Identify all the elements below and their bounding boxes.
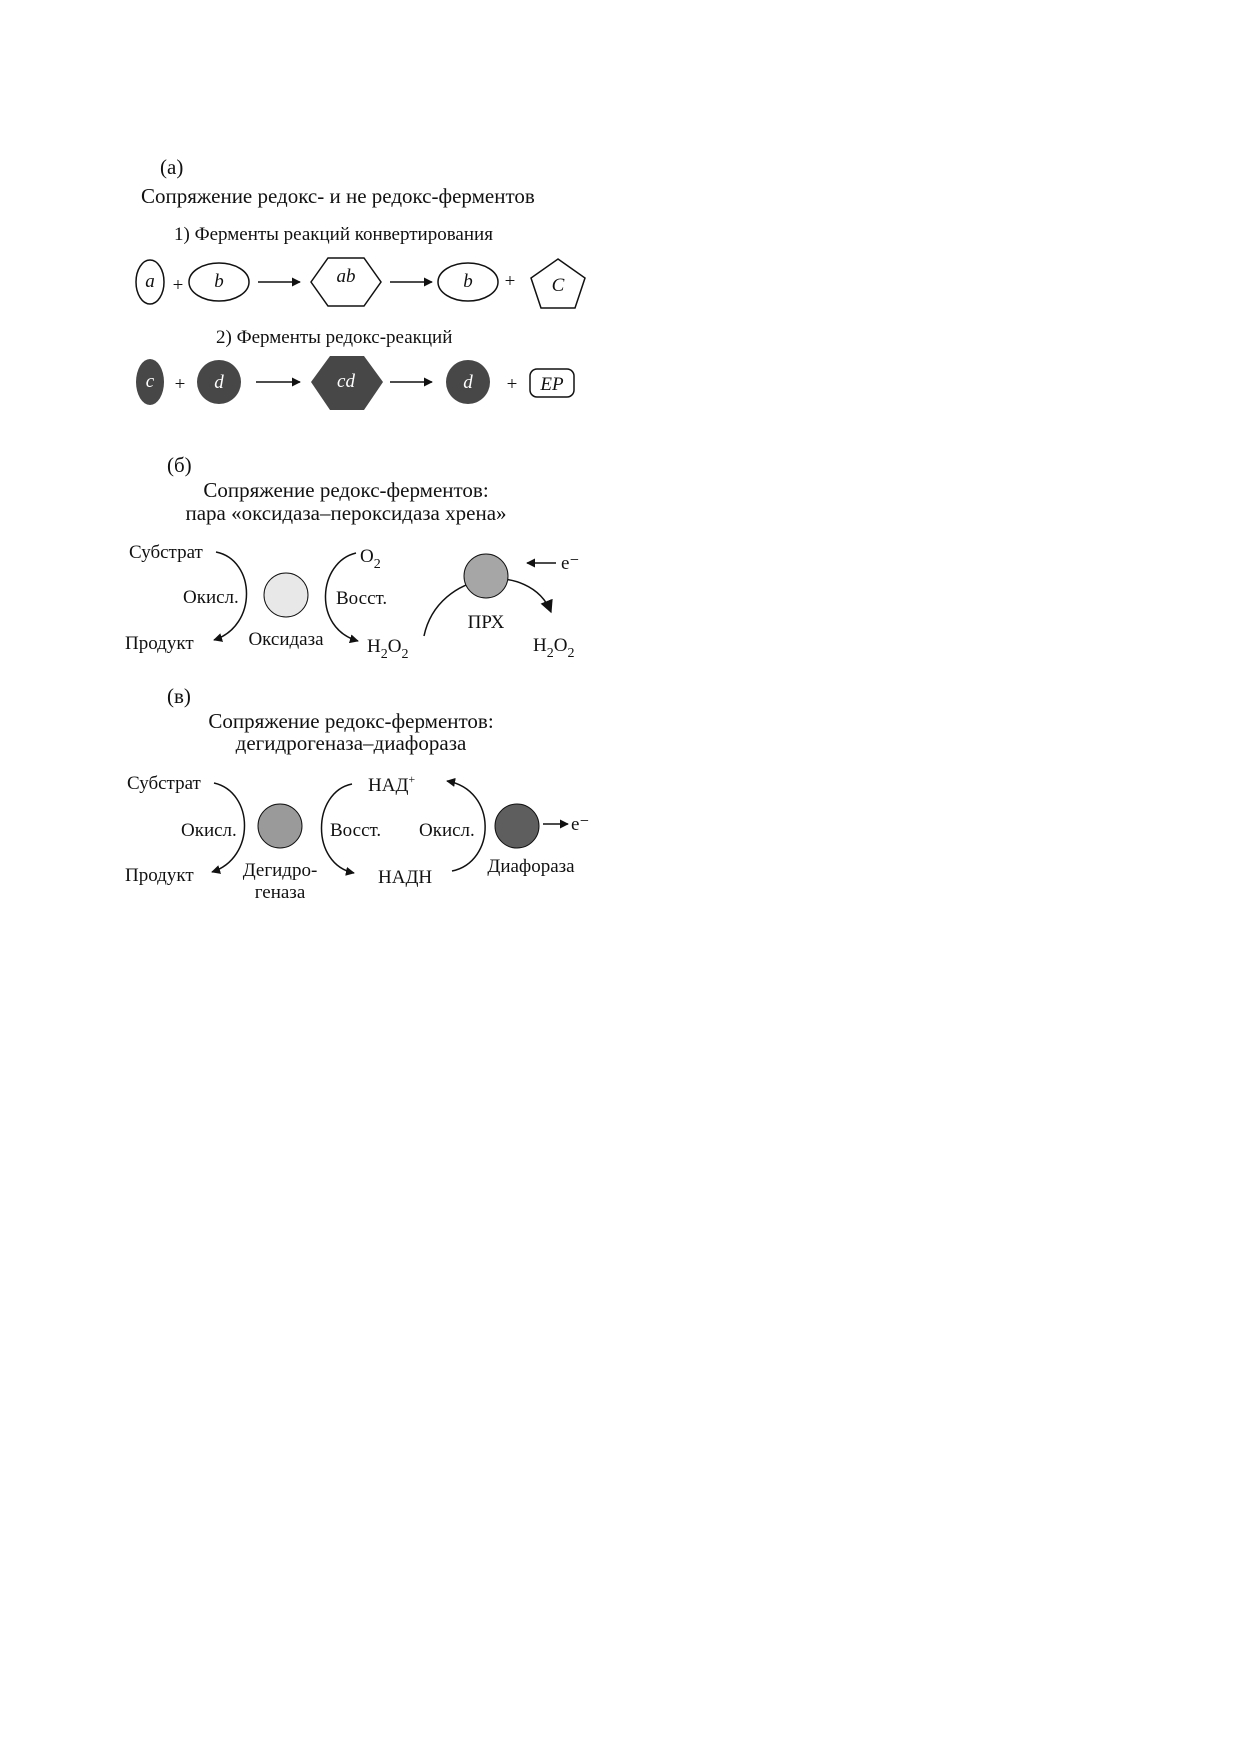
- panel-b-letter: (б): [167, 453, 192, 477]
- panel-b-title-line2: пара «оксидаза–пероксидаза хрена»: [185, 501, 507, 525]
- row2-caption: 2) Ферменты редокс-реакций: [216, 327, 453, 348]
- nad-superscript: +: [408, 772, 416, 786]
- enzyme-d-label: d: [214, 372, 224, 393]
- o2-subscript: 2: [373, 557, 381, 572]
- h2o2-h: H: [533, 635, 547, 656]
- oxidation-label: Окисл.: [181, 820, 237, 841]
- oxidase-circle: [264, 573, 308, 617]
- nad-plus-label: [368, 772, 415, 796]
- plus-sign: +: [174, 374, 186, 395]
- complex-cd-label: cd: [337, 371, 355, 392]
- oxidase-label: Оксидаза: [248, 629, 324, 650]
- h2o2-sub2: 2: [401, 647, 409, 662]
- panel-a-title: Сопряжение редокс- и не редокс-ферментов: [141, 184, 535, 208]
- panel-a-letter: (а): [160, 155, 184, 179]
- diaphorase-label: Диафораза: [487, 856, 575, 877]
- o2-base: O: [360, 546, 374, 567]
- product-c-label: C: [551, 275, 565, 296]
- enzyme-d-label: d: [463, 372, 473, 393]
- prx-label: ПРХ: [467, 612, 505, 633]
- oxidation-label-2: Окисл.: [419, 820, 475, 841]
- product-label: Продукт: [125, 633, 194, 654]
- substrate-a-label: a: [145, 271, 155, 292]
- h2o2-h: H: [367, 636, 381, 657]
- electron-label: e⁻: [561, 553, 580, 574]
- reduction-label: Восст.: [336, 588, 388, 609]
- product-label: Продукт: [125, 865, 194, 886]
- electron-label: e⁻: [571, 814, 590, 835]
- h2o2-o: O: [553, 635, 568, 656]
- panel-a: [136, 155, 585, 410]
- panel-c-letter: (в): [167, 684, 191, 708]
- dehydrogenase-label-2: геназа: [254, 882, 306, 903]
- complex-ab-label: ab: [336, 266, 356, 287]
- row1-caption: 1) Ферменты реакций конвертирования: [174, 224, 493, 245]
- h2o2-sub1: 2: [546, 646, 554, 661]
- panel-b-title-line1: Сопряжение редокс-ферментов:: [203, 478, 489, 502]
- dehydrogenase-circle: [258, 804, 302, 848]
- reduction-label: Восст.: [330, 820, 382, 841]
- diaphorase-circle: [495, 804, 539, 848]
- panel-c-title-line1: Сопряжение редокс-ферментов:: [208, 709, 494, 733]
- enzyme-b-label: b: [214, 271, 224, 292]
- panel-c-title-line2: дегидрогеназа–диафораза: [235, 731, 467, 755]
- substrate-label: Субстрат: [127, 773, 201, 794]
- oxidation-label: Окисл.: [183, 587, 239, 608]
- panel-c: [125, 684, 589, 903]
- enzyme-b-label: b: [463, 271, 473, 292]
- h2o2-product-label: [533, 635, 574, 661]
- h2o2-label: [367, 636, 408, 662]
- nadh-label: НАДН: [378, 867, 433, 888]
- substrate-c-label: c: [145, 371, 155, 392]
- o2-label: [360, 546, 381, 572]
- plus-sign: +: [172, 275, 184, 296]
- h2o2-o: O: [387, 636, 402, 657]
- substrate-label: Субстрат: [129, 542, 203, 563]
- h2o2-sub1: 2: [380, 647, 388, 662]
- nad-base: НАД: [368, 775, 409, 796]
- prx-circle: [464, 554, 508, 598]
- h2o2-sub2: 2: [567, 646, 575, 661]
- plus-sign: +: [506, 374, 518, 395]
- panel-b: [125, 453, 579, 662]
- dehydrogenase-label-1: Дегидро-: [242, 860, 318, 881]
- ep-signal-label: EP: [540, 374, 564, 395]
- plus-sign: +: [504, 271, 516, 292]
